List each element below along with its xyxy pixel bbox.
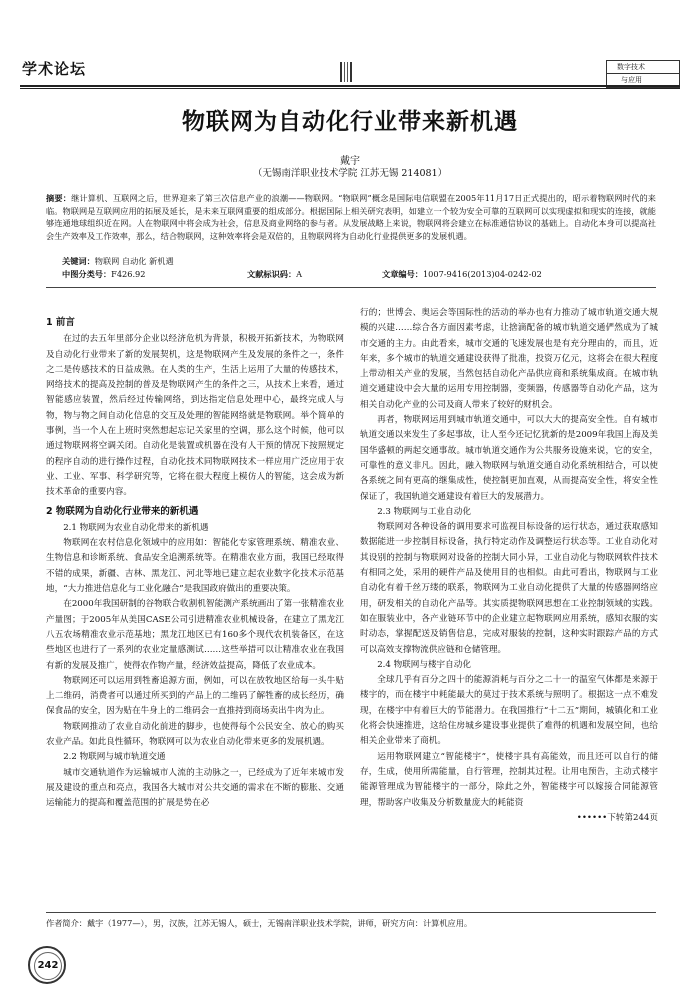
paragraph: 物联网对各种设备的调用要求可监视目标设备的运行状态，通过获取感知数据能进一步控制目标设备，执行特定动作及调整运行状态等。工业自动化对其设别的控制与物联网对设备的控制大同小异，工业自动化与物联网软件技术有相同之处，采用的硬件产品及使用目的也相似。由此可看出，物联网与工业自动化有着千丝万缕的联系，物联网为工业自动化提供了大量的传感器网络应用，研发相关的自动化产品等。其实质提物联网思想在工业控制领域的实践。如在服装业中，各产业链环节中的企业建立起物联网应用系统，感知衣服的实时动态，掌握配送及销售信息，完成对服装的控制，这种实时跟踪产品的方式可以高效支撑物流供应链和仓储管理。 (360, 522, 658, 655)
page-number: 242 (34, 952, 62, 980)
affiliation: （无锡南洋职业技术学院 江苏无锡 214081） (252, 168, 448, 179)
paragraph: 再者，物联网运用到城市轨道交通中，可以大大的提高安全性。自有城市轨道交通以来发生了多起事故，让人至今还记忆犹新的是2009年我国上海及美国华盛顿的两起交通事故。城市轨道交通作为公共服务设施来说，它的安全，可靠性的意义非凡。因此，融入物联网与轨道交通自动化系统相结合，可以使各系统之间有更高的继集成性，使控制更加直观，从而提高安全性，将安全性保证了，我国轨道交通建设有着巨大的发展潜力。 (360, 415, 658, 502)
badge-line2: 与应用 (621, 76, 642, 84)
abstract-rule (46, 287, 656, 288)
paragraph: 物联网推动了农业自动化前进的脚步，也使得每个公民安全、放心的购买农业产品。如此良性循环，物联网可以为农业自动化带来更多的发展机遇。 (46, 721, 344, 748)
badge-line1: 数字技术 (617, 63, 645, 71)
header-rule (20, 85, 680, 87)
section-title: 学术论坛 (22, 60, 87, 78)
doc-code (247, 269, 302, 280)
subheading-2-4: 2.4 物联网与楼宇自动化 (377, 659, 471, 670)
paragraph: 物联网在农村信息化领域中的应用如：智能化专家管理系统、精准农业、生物信息和诊断系统、食品安全追溯系统等。在精准农业方面，我国已经取得不错的成果，新疆、吉林、黑龙江、河北等地已建立起农业数字化技术示范基地，“大力推进信息化与工业化融合”是我国政府做出的重要决策。 (46, 538, 344, 595)
doc-code-label: 文献标识码： (247, 269, 297, 279)
clc (62, 269, 145, 280)
article-no-label: 文章编号： (382, 269, 423, 279)
keywords (62, 256, 174, 267)
decorative-bars (340, 62, 354, 86)
abstract-text: 继计算机、互联网之后，世界迎来了第三次信息产业的浪潮——物联网。“物联网”概念是国际电信联盟在2005年11月17日正式提出的，昭示着物联网时代的来临。物联网是互联网应用的拓展及延长，是未来互联网重要的组成部分。根据国际上相关研究表明，如建立一个较为安全可靠的互联网可以实现虚拟和现实的连接，就能够连通地球组织近在网。人在物联网中将会成为社会，信息及商业网络的参与者。从发展战略上来说，物联网将会建立在标准通信协议的基础上。自动化本身可以提高社会生产效率及工作效率，那么，结合物联网，这种效率将会是双倍的，且物联网将为自动化行业提供更多的发展机遇。 (46, 193, 656, 241)
article-no (382, 269, 542, 280)
abstract-label: 摘要： (46, 193, 72, 203)
paragraph: 物联网还可以运用到牲畜追源方面，例如，可以在放牧地区给每一头牛贴上二维码，消费者可以通过所买到的产品上的二维码了解牲畜的成长经历，确保食品的安全，因为贴在牛身上的二维码会一直推持到商场卖出牛肉为止。 (46, 675, 344, 717)
doc-code-value: A (296, 269, 303, 279)
paragraph: 在2000年我国研制的谷物联合收割机智能测产系统画出了第一张精准农业产量图；于2005年从美国CASE公司引进精准农业机械设备，在建立了黑龙江八五农场精准农业示范基地；黑龙江地区已有160多个现代农机装备区，在这些地区也进行了一系列的农业定量感测试……这些举措可以让精准农业在我国有新的发展及推广，使得农作物产量，经济效益提高，降低了农业成本。 (46, 599, 344, 671)
subheading-2-3: 2.3 物联网与工业自动化 (377, 506, 471, 517)
header-rule-thin (20, 88, 680, 89)
paragraph: 行的；世博会、奥运会等国际性的活动的举办也有力推动了城市轨道交通大规模的兴建……综合各方面因素考虑，让捨滴配备的城市轨道交通俨然成为了城市交通的主力。由此看来，城市交通的飞速发展也是有充分理由的，而且，近年来，多个城市的轨道交通建设获得了批准，投资万亿元，这将会在很大程度上带动相关产业的发展，当然包括自动化产品供应商和系统集成商。在城市轨道交通建设中会大量的运用专用控制器，变频器，传感器等自动化产品，这为相关自动化产业的公司及商人带来了较好的财机会。 (360, 308, 658, 410)
keywords-label: 关键词： (62, 256, 95, 266)
heading-intro: 1 前言 (46, 317, 75, 328)
clc-value: F426.92 (111, 269, 146, 279)
heading-section2: 2 物联网为自动化行业带来的新机遇 (46, 505, 199, 517)
footnote-rule (46, 912, 656, 913)
subheading-2-1: 2.1 物联网为农业自动化带来的新机遇 (63, 522, 209, 533)
subheading-2-2: 2.2 物联网与城市轨道交通 (63, 752, 166, 763)
journal-badge (606, 60, 680, 88)
left-column (46, 312, 344, 812)
right-column (360, 306, 658, 826)
paragraph: 在过的去五年里部分企业以经济危机为背景，积极开拓新技术，为物联网及自动化行业带来了新的发展契机，这是物联网产生及发展的条件之一，条件之二是传感技术的日益成熟。在人类的生产，生活上运用了大量的传感技术，网络技术的提高及控制的普及是物联网产生的条件之三，从技术上来看，通过智能感应装置，然后经过传输网络，到达指定信息处理中心，最终完成人与物，物与物之间自动化信息的交互及处理的智能网络就是物联网。举个简单的事例，当一个人在上班时突然想起忘记关家里的空调，那么这个时候，他可以通过物联网将空调关闭。自动化是装置或机器在没有人干预的情况下按照规定的程序自动的进行操作过程，自动化技术同物联网技术一样应用广泛应用于农业、工业、军事、科学研究等，它将在很大程度上模仿人的智能，这会成为新技术革命的重要内容。 (46, 334, 344, 498)
continued-note: ••••••下转第244页 (576, 812, 658, 823)
paragraph: 运用物联网建立“智能楼宇”，使楼宇具有高能效，而且还可以自行的储存，生成，使用所需能量，自行管理，控制其过程。让用电预告，主动式楼宇能源管理成为智能楼宇的一部分，除此之外，智能楼宇可以嫁接合同能源管理，帮助客户收集及分析数量庞大的耗能资 (360, 751, 658, 808)
paragraph: 城市交通轨道作为运输城市人流的主动脉之一，已经成为了近年来城市发展及建设的重点和亮点，我国各大城市对公共交通的需求在不断的膨胀、交通运输能力的提高和覆盖范围的扩展是势在必 (46, 767, 344, 809)
author-footnote: 作者简介：戴宇（1977—），男，汉族，江苏无锡人，硕士，无锡南洋职业技术学院，讲师，研究方向：计算机应用。 (46, 918, 473, 928)
keywords-text: 物联网 自动化 新机遇 (94, 256, 174, 266)
article-title: 物联网为自动化行业带来新机遇 (182, 108, 518, 135)
author: 戴宇 (340, 156, 360, 167)
page-number-badge (28, 946, 66, 984)
abstract (46, 192, 656, 242)
paragraph: 全球几乎有百分之四十的能源消耗与百分之二十一的温室气体都是来源于楼宇的，而在楼宇中耗能最大的莫过于技术系统与照明了。根据这一点不难发现，在楼宇中有着巨大的节能潜力。在我国推行“十二五”期间，城镇化和工业化将会快速推进，这给住房城乡建设事业提供了难得的机遇和发展空间，也给相关企业带来了商机。 (360, 675, 658, 747)
clc-label: 中图分类号： (62, 269, 112, 279)
article-no-value: 1007-9416(2013)04-0242-02 (422, 269, 542, 279)
